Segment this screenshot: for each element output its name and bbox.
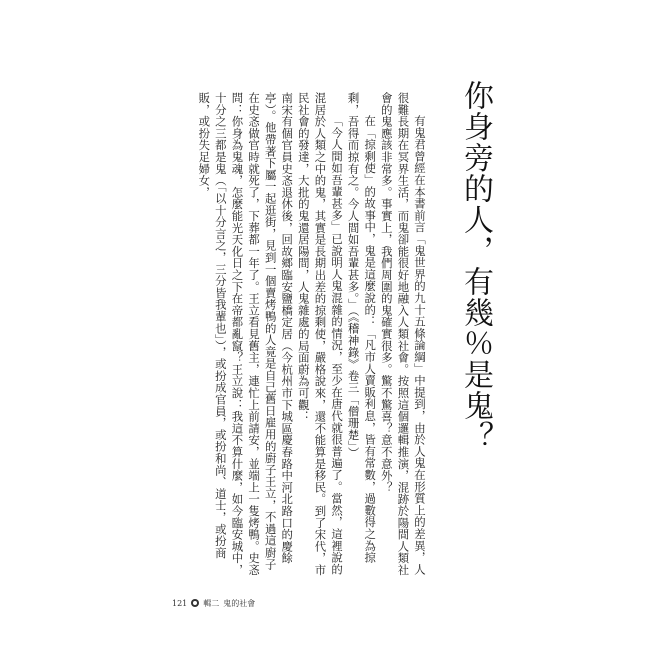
- chapter-title: 你身旁的人，有幾％是鬼？: [458, 80, 493, 452]
- footer-section: 輯二: [203, 598, 220, 608]
- body-text: [172, 92, 428, 580]
- paragraph-3: 「今人間如吾輩甚多」已說明人鬼混雜的情況，至少在唐代就很普遍了。當然，這裡說的混居於人類之中的鬼，其實是長期出差的掠剩使，嚴格說來，還不能算是移民。到了宋代，市民社會的發達，大批的鬼還居陽間，人鬼雜處的局面蔚為可觀：: [296, 92, 345, 576]
- bullet-circle-icon: [191, 599, 199, 607]
- page-number: 121: [172, 598, 188, 608]
- page-footer: [172, 596, 255, 610]
- footer-chapter: 鬼的社會: [223, 598, 256, 608]
- paragraph-2: 在「掠剩使」的故事中，鬼是這麼說的：「凡市人賣販利息，皆有常數，過數得之為掠剩，吾得而掠有之。今人間如吾輩甚多。」（《稽神錄》卷三「僧珊楚」）: [346, 92, 378, 564]
- paragraph-4: 南宋有個官員史忞退休後，回故鄉臨安鹽橋定居（今杭州市下城區慶春路中河北路口的慶餘亭）。他帶著下屬一起逛街，見到一個賣烤鴨的人竟是自己舊日雇用的廚子王立，不過這廚子在史忞做官時就死了，下葬都一年了。王立看見舊主，連忙上前請安，並端上一隻烤鴨。史忞問：你身為鬼魂，怎麼能光天化日之下在帝都亂竄？王立說：我這不算什麼，如今臨安城中，十分之三都是鬼（「以十分言之，三分皆我輩也」），或扮成官員，或扮和尚、道士，或扮商販，或扮失足婦女，: [197, 92, 295, 576]
- paragraph-1: 有鬼君曾經在本書前言「鬼世界的九十五條論綱」中提到，由於人鬼在形質上的差異，人很難長期在冥界生活，而鬼卻能很好地融入人類社會。按照這個邏輯推演，混跡於陽間人類社會的鬼應該非常多。事實上，我們周圍的鬼確實很多。驚不驚喜？意不意外？: [379, 92, 427, 576]
